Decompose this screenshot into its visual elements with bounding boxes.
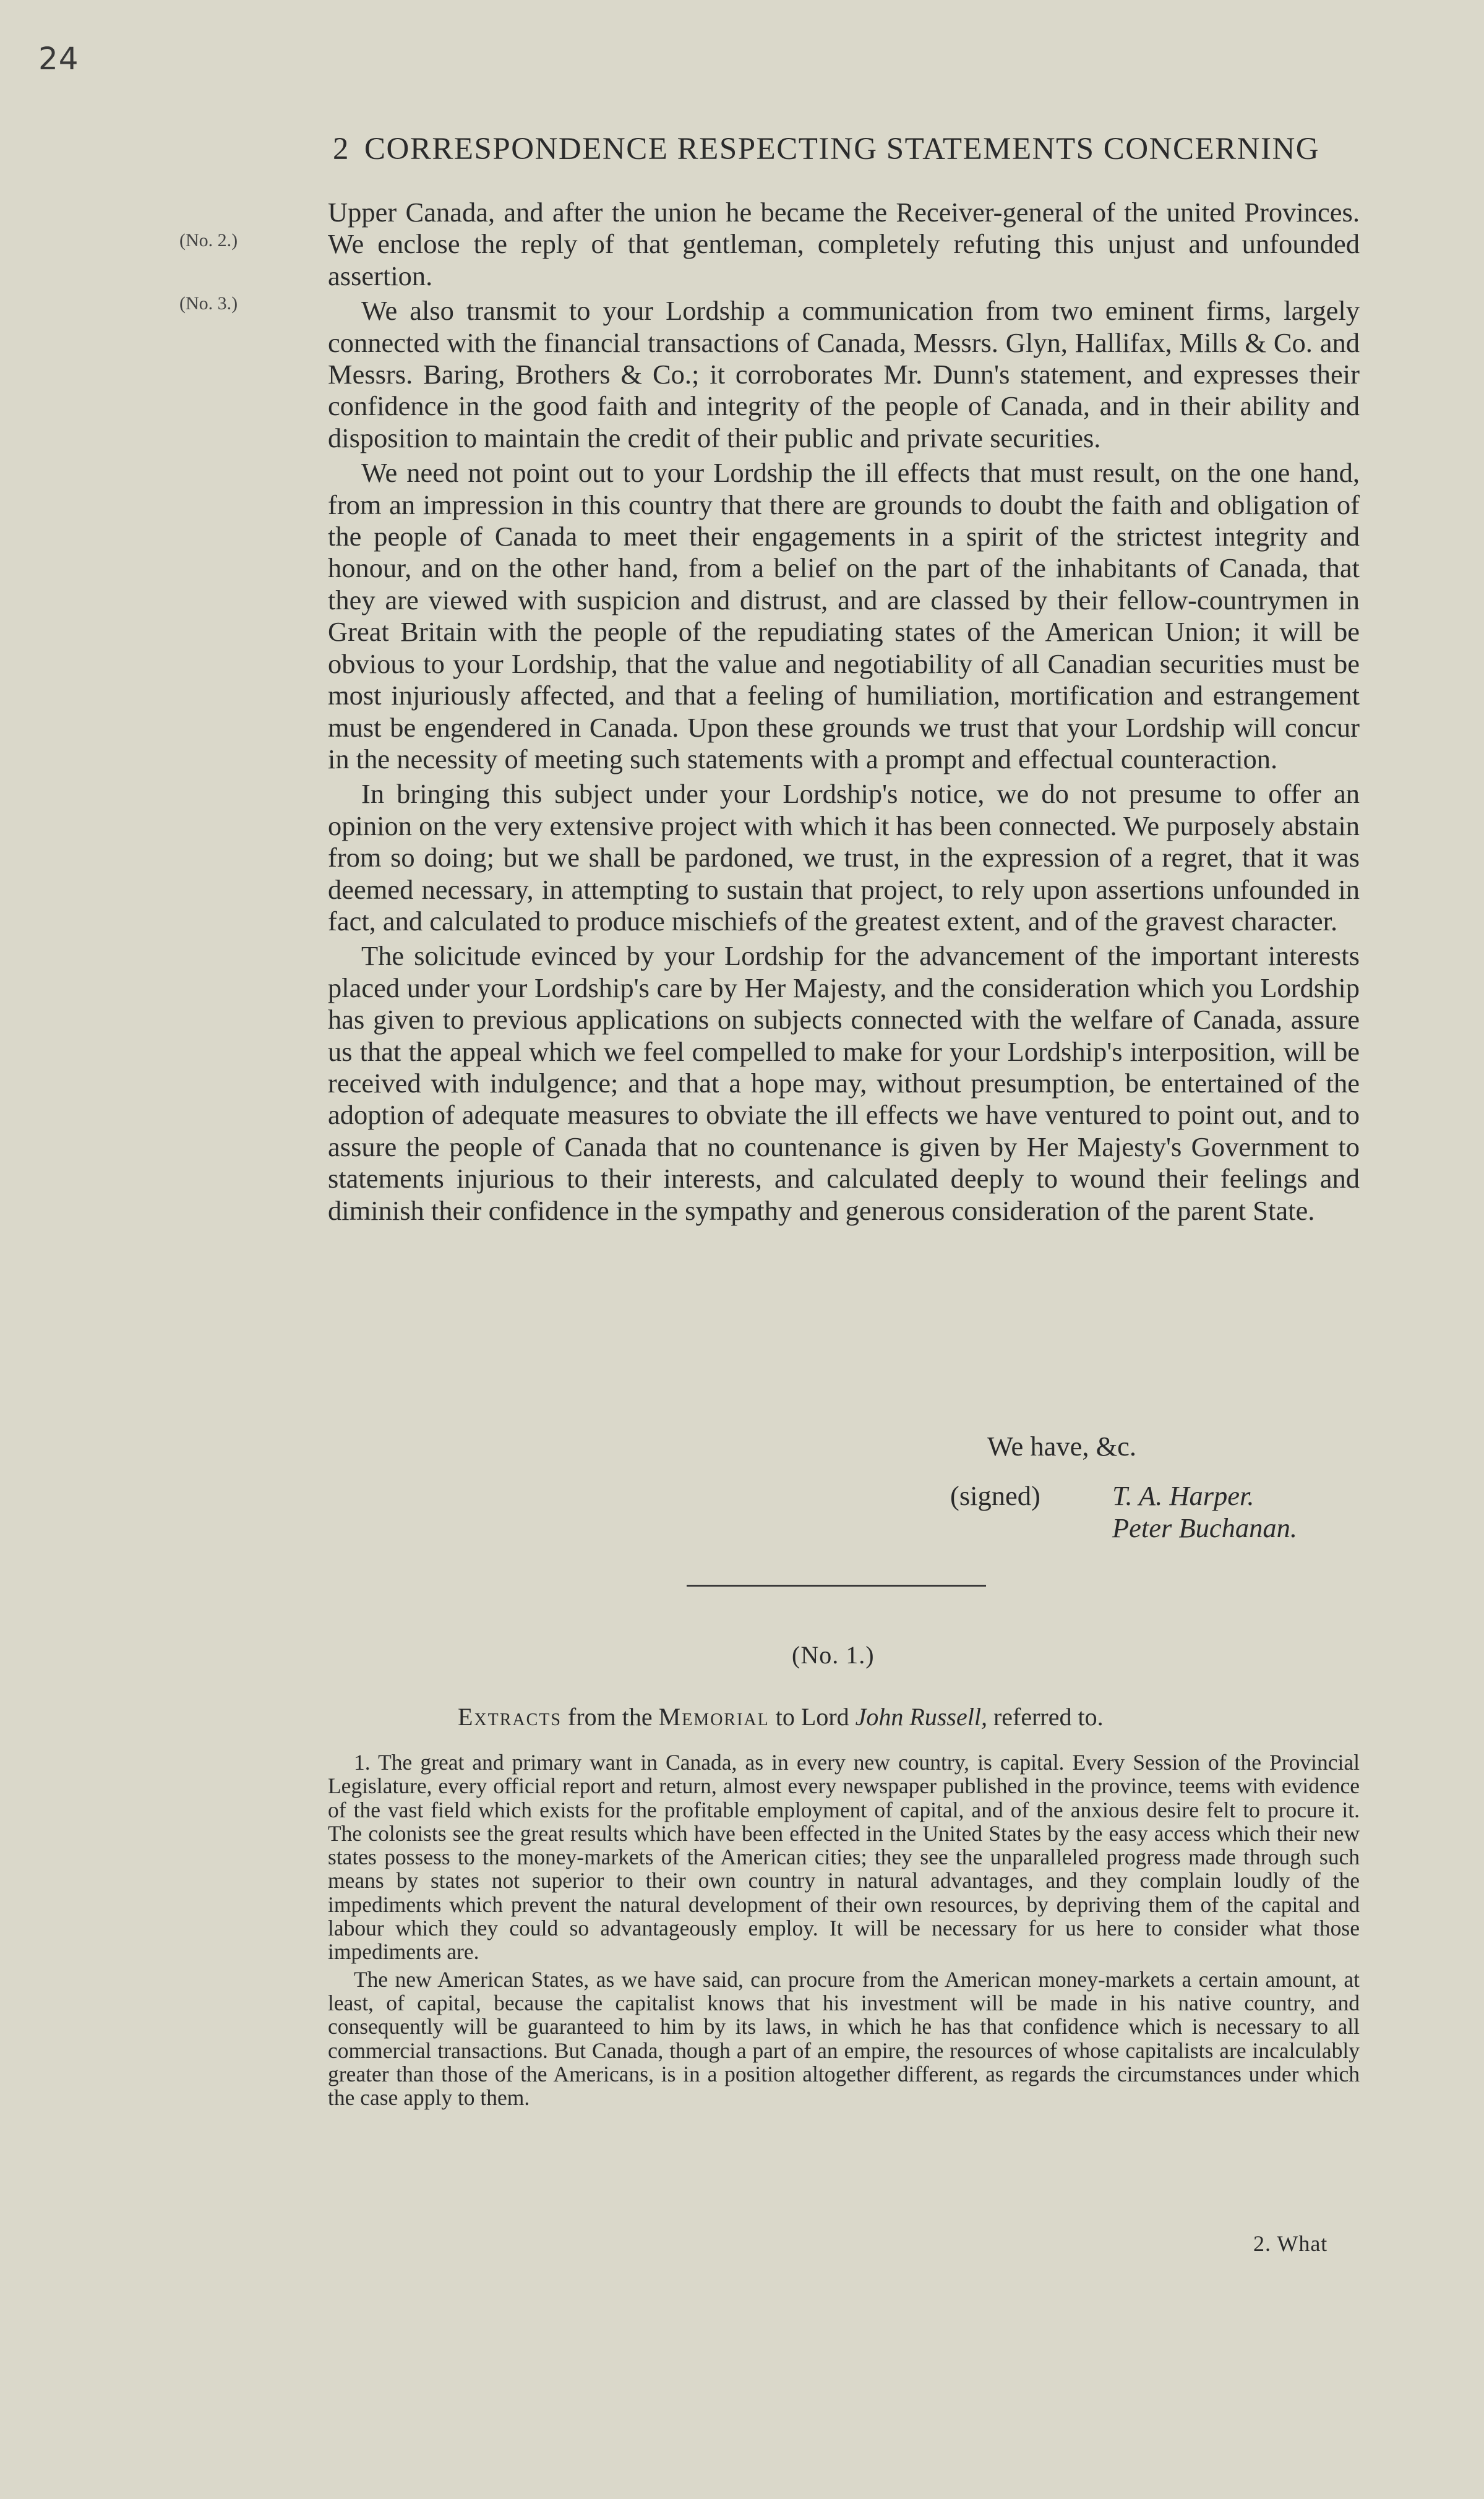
extract-title-name: John Russell, <box>855 1703 987 1731</box>
extract-paragraph: The new American States, as we have said, can procure from the American money-markets a certain amount, at least, of capital, because the capitalist knows that his investment will be made in his native country, and consequently will be guaranteed to him by its laws, in which he has that confidence which is necessary to all commercial transactions. But Canada, though a part of an empire, the resources of whose capitalists are incalculably greater than those of the Americans, is in a position altogether different, as regards the circumstances under which the case apply to them. <box>328 1966 1360 2111</box>
catchword: 2. What <box>1253 2231 1328 2256</box>
extract-paragraph: 1. The great and primary want in Canada, as in every new country, is capital. Every Session of the Provincial Legislature, every official report and return, almost every newspaper published in the province, teems with evidence of the vast field which exists for the profitable employment of capital, and of the anxious desire felt to procure it. The colonists see the great results which have been effected in the United States by the easy access which their new states possess to the money-markets of the American cities; they see the unparalleled progress made through such means by states not superior to their own country in natural advantages, and they complain loudly of the impediments which prevent the natural development of their own resources, by depriving them of the capital and labour which they could so advantageously employ. It will be necessary for us here to consider what those impediments are. <box>328 1750 1360 1965</box>
signatory-buchanan: Peter Buchanan. <box>1112 1512 1298 1543</box>
extract-title <box>458 1702 1104 1731</box>
letter-paragraph: We also transmit to your Lordship a communication from two eminent firms, largely connected with the financial transactions of Canada, Messrs. Glyn, Hallifax, Mills & Co. and Messrs. Baring, Brothers & Co.; it corroborates Mr. Dunn's statement, and expresses their confidence in the good faith and integrity of the people of Canada, and in their ability and disposition to maintain the credit of their public and private securities. <box>328 295 1360 453</box>
letter-closing: We have, &c. <box>987 1431 1137 1462</box>
enclosure-number: (No. 1.) <box>792 1641 875 1669</box>
section-divider <box>687 1585 986 1587</box>
letter-paragraph: The solicitude evinced by your Lordship for the advancement of the important interests placed under your Lordship's care by Her Majesty, and the consideration which you Lordship has given to previous applications on subjects connected with the welfare of Canada, assure us that the appeal which we feel compelled to make for your Lordship's interposition, will be received with indulgence; and that a hope may, without presumption, be entertained of the adoption of adequate measures to obviate the ill effects we have ventured to point out, and to assure the people of Canada that no countenance is given by Her Majesty's Government to statements injurious to their interests, and calculated deeply to wound their feelings and diminish their confidence in the sympathy and generous consideration of the parent State. <box>328 940 1360 1226</box>
letter-body <box>328 197 1360 1230</box>
extract-title-to-lord: to Lord <box>775 1703 849 1731</box>
signatory-harper: T. A. Harper. <box>1112 1480 1255 1511</box>
extract-title-from: from the <box>568 1703 653 1731</box>
letter-paragraph: In bringing this subject under your Lordship's notice, we do not presume to offer an opinion on the very extensive project with which it has been connected. We purposely abstain from so doing; but we shall be pardoned, we trust, in the expression of a regret, that it was deemed necessary, in attempting to sustain that project, to rely upon assertions unfounded in fact, and calculated to produce mischiefs of the greatest extent, and of the gravest character. <box>328 778 1360 937</box>
running-head <box>333 131 1360 167</box>
running-head-number: 2 <box>333 132 350 166</box>
extract-body <box>328 1751 1360 2113</box>
letter-paragraph: Upper Canada, and after the union he became the Receiver-general of the united Provinces. We enclose the reply of that gentleman, completely refuting this unjust and unfounded assertion. <box>328 197 1360 291</box>
margin-note-no-2: (No. 2.) <box>179 230 238 251</box>
letter-paragraph: We need not point out to your Lordship the ill effects that must result, on the one hand, from an impression in this country that there are grounds to doubt the faith and obligation of the people of Canada to meet their engagements in a spirit of the strictest integrity and honour, and on the other hand, from a belief on the part of the inhabitants of Canada, that they are viewed with suspicion and distrust, and are classed by their fellow-countrymen in Great Britain with the people of the repudiating states of the American Union; it will be obvious to your Lordship, that the value and negotiability of all Canadian securities must be most injuriously affected, and that a feeling of humiliation, mortification and estrangement must be engendered in Canada. Upon these grounds we trust that your Lordship will concur in the necessity of meeting such statements with a prompt and effectual counteraction. <box>328 457 1360 774</box>
signed-label: (signed) <box>950 1480 1040 1511</box>
extract-title-referred: referred to. <box>993 1703 1104 1731</box>
extract-title-memorial: Memorial <box>658 1703 770 1731</box>
page-number: 24 <box>38 41 79 77</box>
margin-note-no-3: (No. 3.) <box>179 293 238 314</box>
running-head-title: CORRESPONDENCE RESPECTING STATEMENTS CONCERNING <box>364 132 1320 166</box>
extract-title-extracts: Extracts <box>458 1703 562 1731</box>
